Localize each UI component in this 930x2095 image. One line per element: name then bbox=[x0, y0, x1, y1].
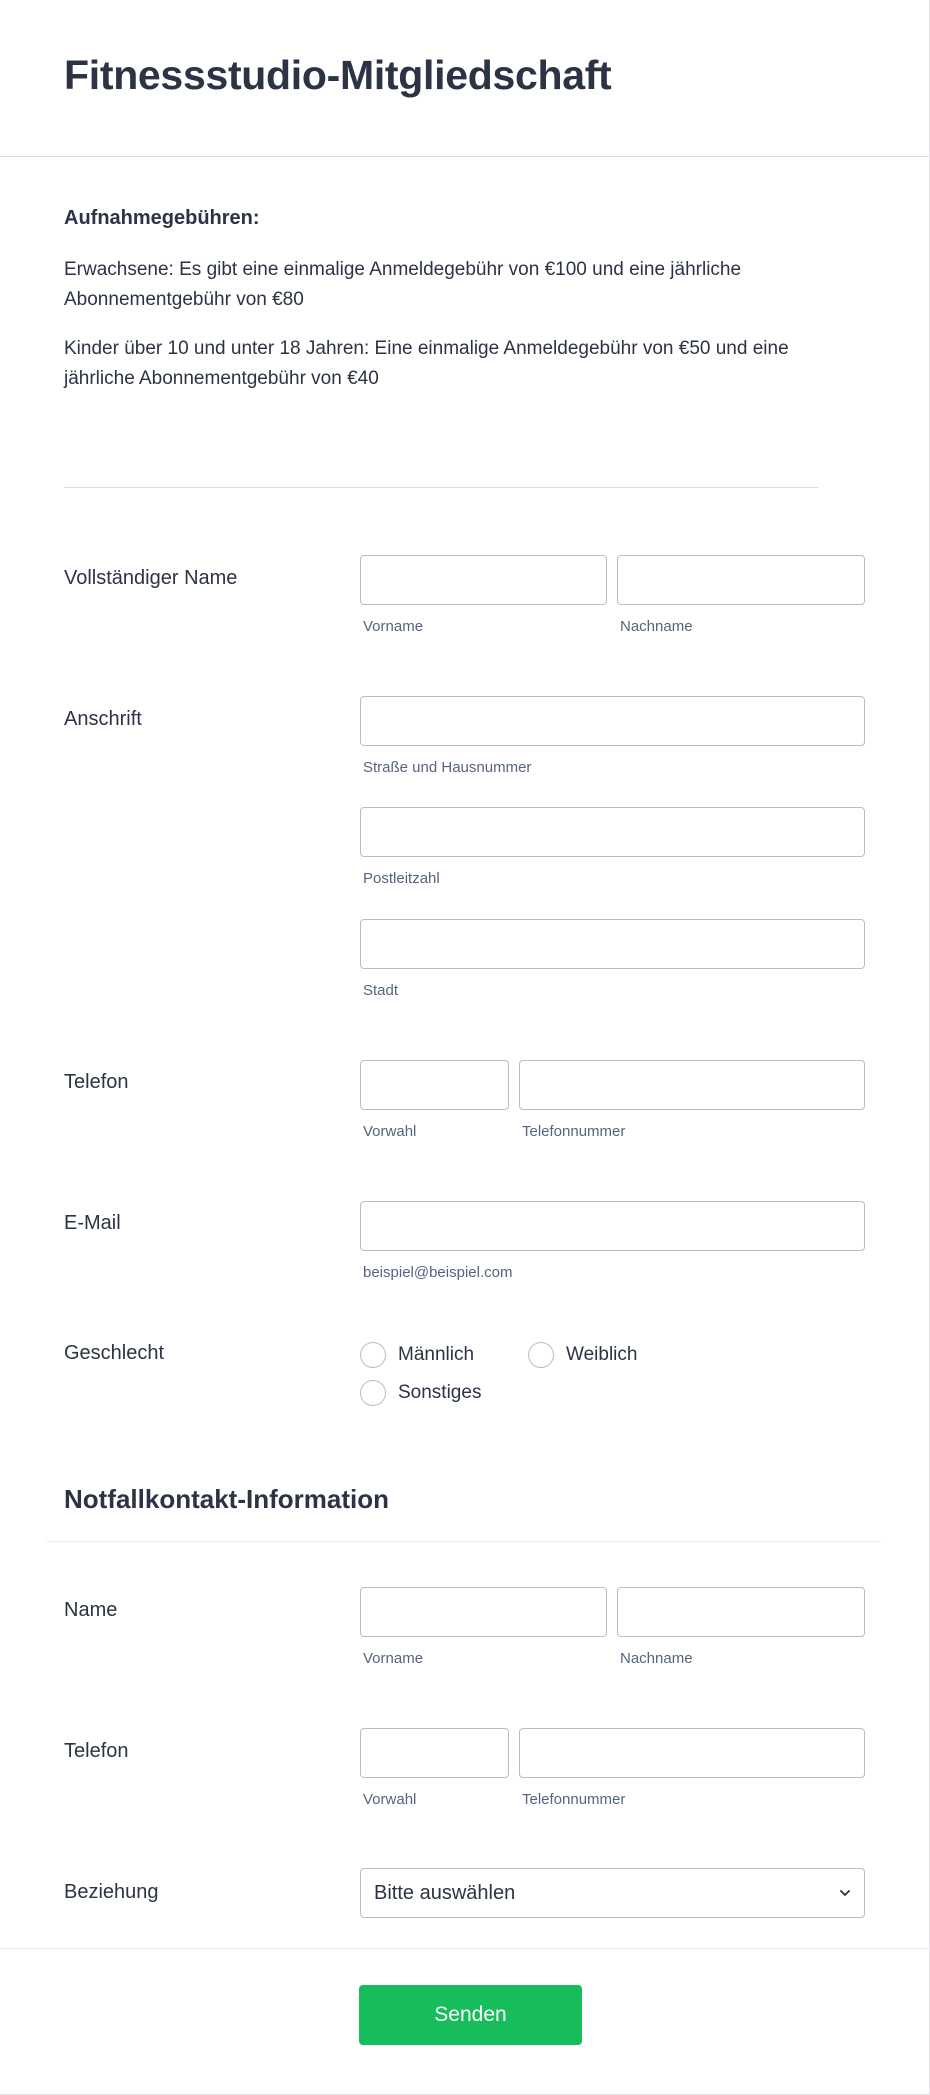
footer-divider bbox=[0, 1948, 929, 1949]
zip-sublabel: Postleitzahl bbox=[363, 870, 440, 887]
emergency-last-name-sublabel: Nachname bbox=[620, 1650, 693, 1667]
first-name-input[interactable] bbox=[360, 555, 607, 605]
street-input[interactable] bbox=[360, 696, 865, 746]
fees-adults-text: Erwachsene: Es gibt eine einmalige Anmeldegebühr von €100 und eine jährliche Abonnementgebühr von €80 bbox=[64, 259, 742, 310]
phone-label: Telefon bbox=[64, 1071, 129, 1093]
email-sublabel: beispiel@beispiel.com bbox=[363, 1264, 513, 1281]
last-name-input[interactable] bbox=[617, 555, 865, 605]
divider bbox=[64, 487, 818, 488]
gender-option-label: Weiblich bbox=[566, 1344, 638, 1365]
phone-area-input[interactable] bbox=[360, 1060, 509, 1110]
page-title: Fitnessstudio-Mitgliedschaft bbox=[64, 52, 612, 98]
section-divider bbox=[46, 1541, 882, 1542]
form-header bbox=[0, 0, 929, 157]
address-label: Anschrift bbox=[64, 708, 142, 730]
city-sublabel: Stadt bbox=[363, 982, 399, 999]
phone-area-sublabel: Vorwahl bbox=[363, 1123, 417, 1140]
emergency-phone-number-sublabel: Telefonnummer bbox=[522, 1791, 626, 1808]
city-input[interactable] bbox=[360, 919, 865, 969]
last-name-sublabel: Nachname bbox=[620, 618, 693, 635]
emergency-first-name-input[interactable] bbox=[360, 1587, 607, 1637]
radio-circle-icon[interactable] bbox=[528, 1342, 554, 1368]
fees-children-text: Kinder über 10 und unter 18 Jahren: Eine einmalige Anmeldegebühr von €50 und eine jährliche Abonnementgebühr von €40 bbox=[64, 338, 789, 389]
emergency-phone-area-sublabel: Vorwahl bbox=[363, 1791, 417, 1808]
submit-button[interactable]: Senden bbox=[359, 1985, 582, 2045]
emergency-section-title: Notfallkontakt-Information bbox=[64, 1484, 389, 1514]
street-sublabel: Straße und Hausnummer bbox=[363, 759, 532, 776]
full-name-label: Vollständiger Name bbox=[64, 567, 238, 589]
first-name-sublabel: Vorname bbox=[363, 618, 424, 635]
gender-label: Geschlecht bbox=[64, 1342, 165, 1364]
emergency-phone-label: Telefon bbox=[64, 1740, 129, 1762]
gender-option-label: Sonstiges bbox=[398, 1382, 482, 1403]
zip-input[interactable] bbox=[360, 807, 865, 857]
emergency-last-name-input[interactable] bbox=[617, 1587, 865, 1637]
emergency-first-name-sublabel: Vorname bbox=[363, 1650, 424, 1667]
emergency-phone-area-input[interactable] bbox=[360, 1728, 509, 1778]
relation-selected-value: Bitte auswählen bbox=[374, 1881, 516, 1904]
emergency-name-label: Name bbox=[64, 1599, 118, 1621]
gender-option-other[interactable] bbox=[360, 1380, 481, 1406]
gender-option-label: Männlich bbox=[398, 1344, 475, 1365]
phone-number-input[interactable] bbox=[519, 1060, 865, 1110]
relation-label: Beziehung bbox=[64, 1881, 159, 1903]
fees-heading: Aufnahmegebühren: bbox=[64, 207, 260, 229]
phone-number-sublabel: Telefonnummer bbox=[522, 1123, 626, 1140]
relation-select[interactable] bbox=[360, 1868, 865, 1918]
gender-option-female[interactable] bbox=[528, 1342, 637, 1368]
radio-circle-icon[interactable] bbox=[360, 1342, 386, 1368]
chevron-down-icon bbox=[839, 1887, 851, 1899]
email-input[interactable] bbox=[360, 1201, 865, 1251]
gender-option-male[interactable] bbox=[360, 1342, 474, 1368]
email-label: E-Mail bbox=[64, 1212, 121, 1234]
emergency-phone-number-input[interactable] bbox=[519, 1728, 865, 1778]
radio-circle-icon[interactable] bbox=[360, 1380, 386, 1406]
